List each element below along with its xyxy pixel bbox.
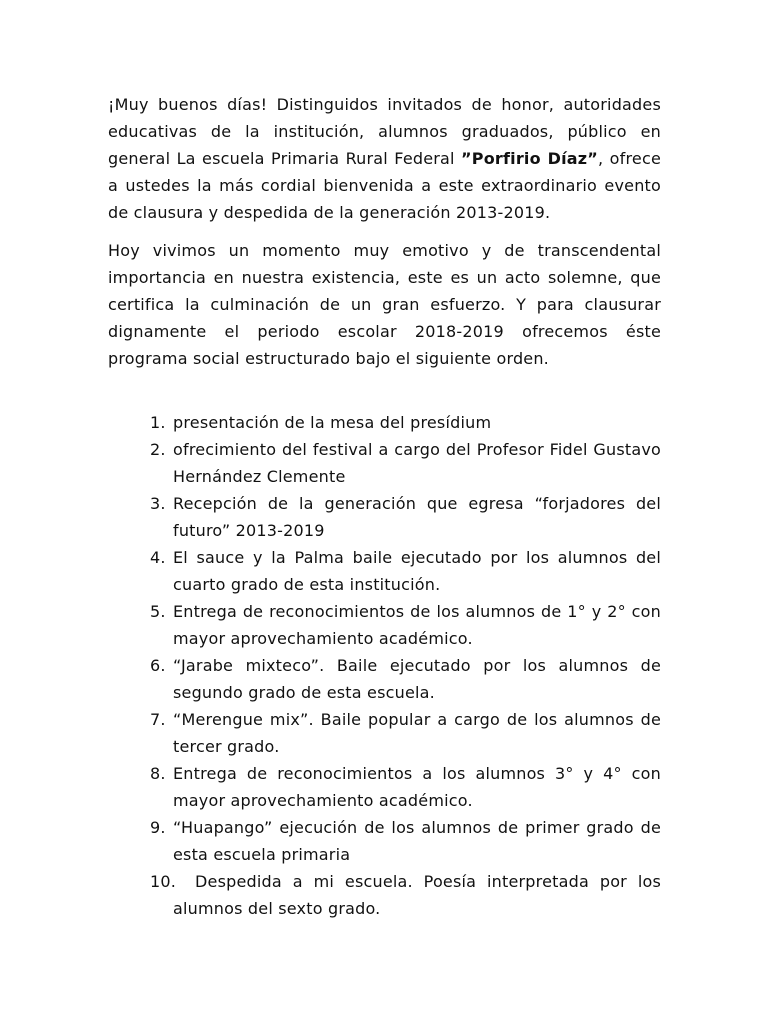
- program-item-5: [108, 598, 661, 652]
- program-item-6: [108, 652, 661, 706]
- program-item-number: 8.: [150, 764, 166, 783]
- program-item-number: 4.: [150, 548, 166, 567]
- program-item-9: [108, 814, 661, 868]
- program-item-text: “Huapango” ejecución de los alumnos de primer grado de esta escuela primaria: [173, 818, 661, 864]
- program-item-text: “Jarabe mixteco”. Baile ejecutado por los alumnos de segundo grado de esta escuela.: [173, 656, 661, 702]
- purpose-paragraph: Hoy vivimos un momento muy emotivo y de transcendental importancia en nuestra existencia, este es un acto solemne, que certifica la culminación de un gran esfuerzo. Y para clausurar dignamente el periodo escolar 2018-2019 ofrecemos éste programa social estructurado bajo el siguiente orden.: [108, 241, 661, 368]
- program-item-2: [108, 436, 661, 490]
- program-item-number: 5.: [150, 602, 166, 621]
- program-list: [108, 409, 661, 922]
- program-item-number: 6.: [150, 656, 166, 675]
- welcome-text-start: ¡Muy buenos días! Distinguidos invitados de honor, autoridades educativas de la institución, alumnos graduados, público en general La escuela Primaria Rural Federal: [108, 95, 661, 168]
- program-item-number: 7.: [150, 710, 166, 729]
- program-item-8: [108, 760, 661, 814]
- program-item-number: 1.: [150, 413, 166, 432]
- program-item-text: El sauce y la Palma baile ejecutado por los alumnos del cuarto grado de esta institución.: [173, 548, 661, 594]
- program-item-text: “Merengue mix”. Baile popular a cargo de los alumnos de tercer grado.: [173, 710, 661, 756]
- welcome-paragraph: [108, 91, 661, 226]
- program-item-number: 2.: [150, 440, 166, 459]
- program-item-text: ofrecimiento del festival a cargo del Profesor Fidel Gustavo Hernández Clemente: [173, 440, 661, 486]
- welcome-text-end: , ofrece a ustedes la más cordial bienvenida a este extraordinario evento de clausura y despedida de la generación 2013-2019.: [108, 149, 661, 222]
- program-item-number: 3.: [150, 494, 166, 513]
- program-item-7: [108, 706, 661, 760]
- program-item-text: Entrega de reconocimientos de los alumnos de 1° y 2° con mayor aprovechamiento académico.: [173, 602, 661, 648]
- program-item-10: [108, 868, 661, 922]
- school-name: ”Porfirio Díaz”: [461, 149, 599, 168]
- program-item-number: 10.: [150, 872, 177, 891]
- program-item-4: [108, 544, 661, 598]
- program-item-number: 9.: [150, 818, 166, 837]
- program-item-1: [108, 409, 661, 436]
- program-item-text: Entrega de reconocimientos a los alumnos 3° y 4° con mayor aprovechamiento académico.: [173, 764, 661, 810]
- program-item-3: [108, 490, 661, 544]
- program-item-text: presentación de la mesa del presídium: [173, 413, 492, 432]
- program-item-text: Recepción de la generación que egresa “forjadores del futuro” 2013-2019: [173, 494, 661, 540]
- program-item-text: Despedida a mi escuela. Poesía interpretada por los alumnos del sexto grado.: [173, 872, 661, 918]
